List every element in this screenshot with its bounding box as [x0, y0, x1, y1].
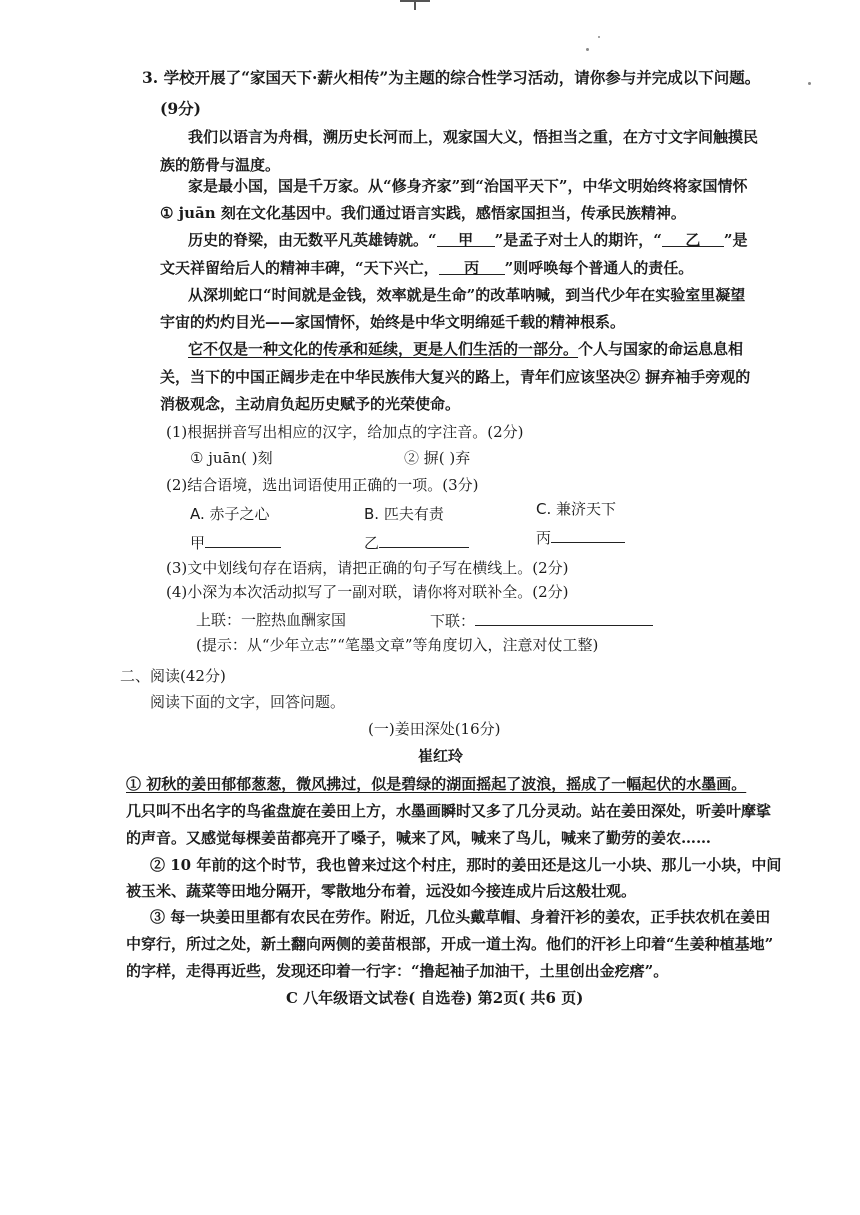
paragraph-3-line-1 [188, 230, 748, 250]
paragraph-5-line-1 [188, 339, 743, 359]
sub-question-1: (1)根据拼音写出相应的汉字，给加点的字注音。(2分) [166, 423, 524, 441]
answer-label: 丙 [536, 529, 552, 547]
blank-bing: 丙 [439, 258, 505, 275]
paragraph-2-line-1: 家是最小国，国是千万家。从“修身齐家”到“治国平天下”，中华文明始终将家国情怀 [188, 177, 748, 195]
sub-question-3: (3)文中划线句存在语病，请把正确的句子写在横线上。(2分) [166, 559, 569, 577]
passage-paragraph-1-line-1 [126, 774, 746, 794]
page-footer: C 八年级语文试卷( 自选卷) 第2页( 共6 页) [286, 989, 584, 1007]
sub-question-4: (4)小深为本次活动拟写了一副对联，请你将对联补全。(2分) [166, 583, 569, 601]
paragraph-4-line-1: 从深圳蛇口“时间就是金钱，效率就是生命”的改革呐喊，到当代少年在实验室里凝望 [188, 286, 746, 304]
passage-paragraph-3-line-2: 中穿行，所过之处，新土翻向两侧的姜苗根部，开成一道土沟。他们的汗衫上印着“生姜种植基地” [126, 935, 774, 953]
paragraph-5-line-3: 消极观念，主动肩负起历史赋予的光荣使命。 [160, 395, 461, 413]
blank-yi: 乙 [662, 230, 724, 247]
top-edge-tick [414, 0, 416, 10]
section-2-heading: 二、阅读(42分) [120, 667, 226, 685]
passage-author: 崔红玲 [418, 747, 464, 765]
question-3-stem: 3. 学校开展了“家国天下·薪火相传”为主题的综合性学习活动，请你参与并完成以下问题。 [142, 68, 761, 87]
answer-label: 乙 [364, 534, 380, 552]
answer-jia [190, 531, 281, 553]
reading-instruction: 阅读下面的文字，回答问题。 [150, 693, 346, 711]
passage-paragraph-1-line-3: 的声音。又感觉每棵姜苗都亮开了嗓子，喊来了风，喊来了鸟儿，喊来了勤劳的姜农…… [126, 829, 712, 847]
underlined-sentence: 它不仅是一种文化的传承和延续，更是人们生活的一部分。 [188, 340, 579, 358]
underlined-sentence: ① 初秋的姜田郁郁葱葱，微风拂过，似是碧绿的湖面摇起了波浪，摇成了一幅起伏的水墨画。 [126, 775, 747, 793]
paragraph-2-line-2: ① juān 刻在文化基因中。我们通过语言实践，感悟家国担当，传承民族精神。 [160, 204, 686, 222]
option-b: B. 匹夫有责 [364, 505, 444, 523]
sub-question-1-blank-a: ① juān( )刻 [190, 449, 273, 467]
answer-bing [536, 526, 625, 548]
answer-line[interactable] [551, 526, 625, 543]
answer-line[interactable] [379, 531, 469, 548]
blank-jia: 甲 [437, 230, 495, 247]
text-segment: ”是孟子对士人的期许，“ [494, 231, 662, 249]
paragraph-5-line-2: 关，当下的中国正阔步走在中华民族伟大复兴的路上，青年们应该坚决② 摒弃袖手旁观的 [160, 368, 751, 386]
text-segment: 文天祥留给后人的精神丰碑，“天下兴亡， [160, 259, 439, 277]
scan-speck [598, 36, 600, 38]
answer-line[interactable] [205, 531, 281, 548]
couplet-hint: (提示：从“少年立志”“笔墨文章”等角度切入，注意对仗工整) [196, 636, 599, 654]
couplet-lower-label: 下联： [430, 612, 476, 630]
paragraph-3-line-2 [160, 258, 693, 278]
passage-title: (一)姜田深处(16分) [368, 720, 501, 738]
option-a: A. 赤子之心 [190, 505, 270, 523]
answer-yi [364, 531, 469, 553]
couplet-answer-line[interactable] [475, 609, 653, 626]
passage-paragraph-3-line-3: 的字样，走得再近些，发现还印着一行字：“撸起袖子加油干，土里创出金疙瘩”。 [126, 962, 669, 980]
option-c: C. 兼济天下 [536, 500, 617, 518]
passage-paragraph-2-line-1: ② 10 年前的这个时节，我也曾来过这个村庄，那时的姜田还是这儿一小块、那儿一小块，中间 [150, 856, 782, 874]
text-segment: ”则呼唤每个普通人的责任。 [504, 259, 694, 277]
text-segment: 个人与国家的命运息息相 [578, 340, 744, 358]
passage-paragraph-1-line-2: 几只叫不出名字的鸟雀盘旋在姜田上方，水墨画瞬时又多了几分灵动。站在姜田深处，听姜叶摩挲 [126, 802, 772, 820]
couplet-lower [430, 609, 653, 631]
passage-paragraph-2-line-2: 被玉米、蔬菜等田地分隔开，零散地分布着，远没如今接连成片后这般壮观。 [126, 882, 637, 900]
scan-speck [586, 48, 589, 51]
answer-label: 甲 [190, 534, 206, 552]
question-3-score: (9分) [160, 99, 201, 118]
couplet-upper: 上联：一腔热血酬家国 [196, 611, 347, 629]
sub-question-2: (2)结合语境，选出词语使用正确的一项。(3分) [166, 476, 479, 494]
paragraph-4-line-2: 宇宙的灼灼目光——家国情怀，始终是中华文明绵延千载的精神根系。 [160, 313, 626, 331]
scan-speck [808, 82, 811, 85]
text-segment: 历史的脊梁，由无数平凡英雄铸就。“ [188, 231, 437, 249]
sub-question-1-blank-b: ② 摒( )弃 [404, 449, 471, 467]
passage-paragraph-3-line-1: ③ 每一块姜田里都有农民在劳作。附近，几位头戴草帽、身着汗衫的姜农，正手扶农机在姜田 [150, 908, 771, 926]
paragraph-1-line-2: 族的筋骨与温度。 [160, 156, 281, 174]
text-segment: ”是 [723, 231, 748, 249]
paragraph-1-line-1: 我们以语言为舟楫，溯历史长河而上，观家国大义，悟担当之重，在方寸文字间触摸民 [188, 128, 759, 146]
